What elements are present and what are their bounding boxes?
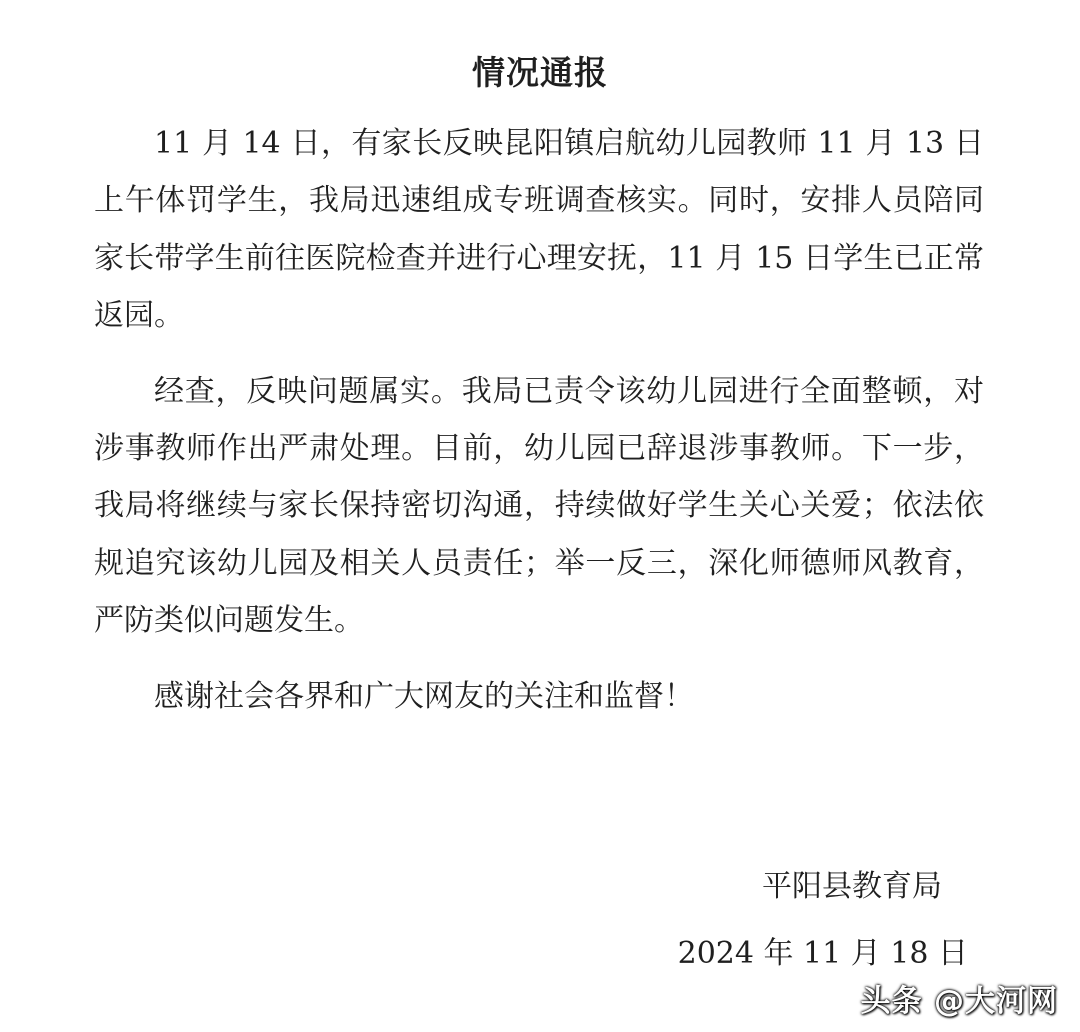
issuer-signature: 平阳县教育局 [762,869,942,904]
source-watermark: 头条 @大河网 [860,984,1058,1019]
paragraph-1: 11 月 14 日，有家长反映昆阳镇启航幼儿园教师 11 月 13 日上午体罚学生，我局迅速组成专班调查核实。同时，安排人员陪同家长带学生前往医院检查并进行心理安抚，11 月 15 日学生已正常返园。 [94,126,984,334]
paragraph-3: 感谢社会各界和广大网友的关注和监督！ [154,678,694,714]
issue-date: 2024 年 11 月 18 日 [677,936,968,971]
page-title: 情况通报 [472,53,608,92]
paragraph-2: 经查，反映问题属实。我局已责令该幼儿园进行全面整顿，对涉事教师作出严肃处理。目前，幼儿园已辞退涉事教师。下一步，我局将继续与家长保持密切沟通，持续做好学生关心关爱；依法依规追究该幼儿园及相关人员责任；举一反三，深化师德师风教育，严防类似问题发生。 [94,373,984,639]
notice-body [94,115,984,725]
